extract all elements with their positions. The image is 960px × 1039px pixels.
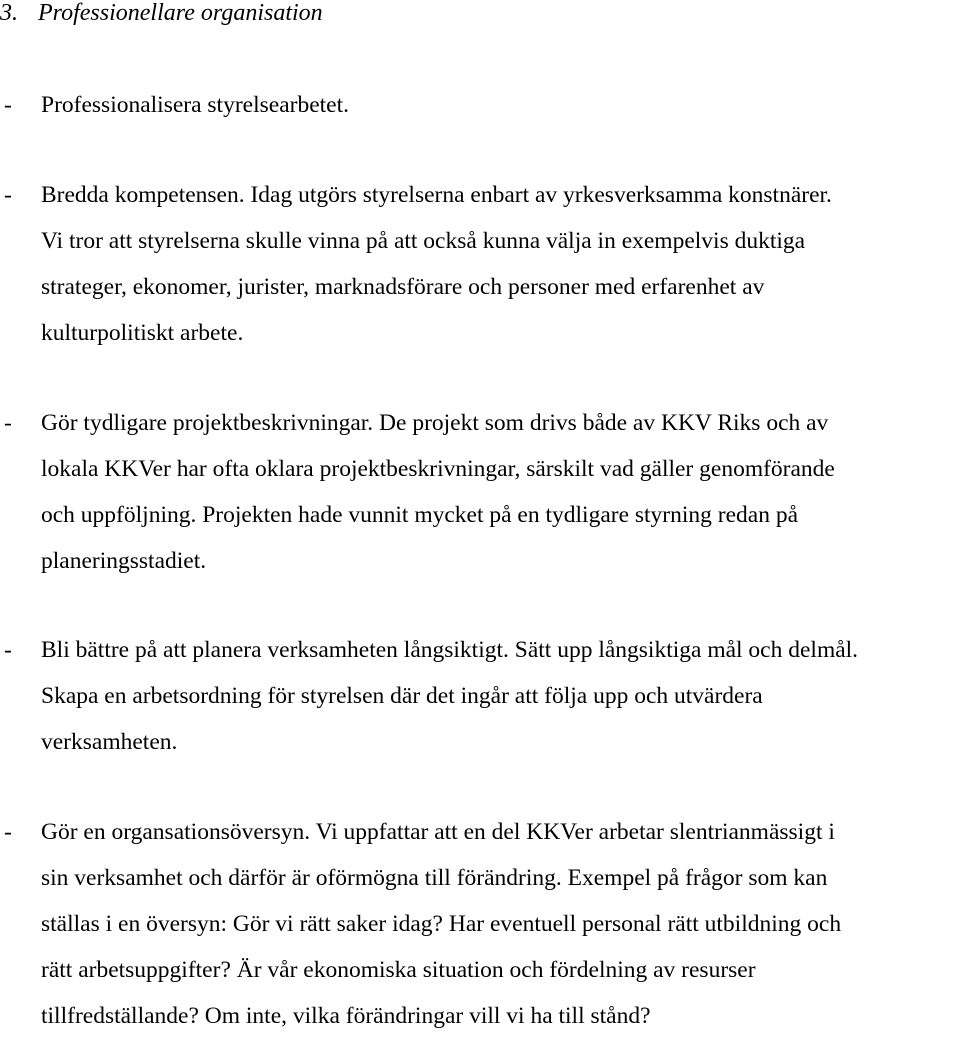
list-item-text [41, 82, 950, 128]
list-item [0, 172, 950, 356]
list-item [0, 627, 950, 765]
list-dash: - [4, 819, 12, 845]
list-dash: - [4, 410, 12, 436]
section-title: Professionellare organisation [38, 0, 323, 26]
section-heading [0, 0, 323, 26]
text-line: rätt arbetsuppgifter? Är vår ekonomiska situation och fördelning av resurser [41, 957, 756, 983]
text-line: Gör tydligare projektbeskrivningar. De projekt som drivs både av KKV Riks och av [41, 410, 829, 436]
list-item [0, 400, 950, 584]
list-item-text [41, 809, 950, 1039]
text-line: Vi tror att styrelserna skulle vinna på att också kunna välja in exempelvis duktiga [41, 228, 806, 254]
text-line: Skapa en arbetsordning för styrelsen där det ingår att följa upp och utvärdera [41, 683, 763, 709]
text-line: Gör en organsationsöversyn. Vi uppfattar att en del KKVer arbetar slentrianmässigt i [41, 819, 835, 845]
list-item-text [41, 400, 950, 584]
section-number: 3. [0, 0, 18, 26]
text-line: lokala KKVer har ofta oklara projektbeskrivningar, särskilt vad gäller genomförande [41, 456, 835, 482]
text-line: ställas i en översyn: Gör vi rätt saker idag? Har eventuell personal rätt utbildning och [41, 911, 842, 937]
list-item [0, 82, 950, 128]
text-line: verksamheten. [41, 729, 178, 755]
text-line: och uppföljning. Projekten hade vunnit mycket på en tydligare styrning redan på [41, 502, 799, 528]
list-item-text [41, 172, 950, 356]
list-dash: - [4, 92, 12, 118]
list-item-text [41, 627, 950, 765]
text-line: Professionalisera styrelsearbetet. [41, 92, 350, 118]
list-dash: - [4, 637, 12, 663]
text-line: planeringsstadiet. [41, 548, 207, 574]
text-line: Bredda kompetensen. Idag utgörs styrelserna enbart av yrkesverksamma konstnärer. [41, 182, 832, 208]
text-line: strateger, ekonomer, jurister, marknadsförare och personer med erfarenhet av [41, 274, 765, 300]
list-dash: - [4, 182, 12, 208]
list-item [0, 809, 950, 1039]
text-line: Bli bättre på att planera verksamheten långsiktigt. Sätt upp långsiktiga mål och delmål. [41, 637, 859, 663]
text-line: kulturpolitiskt arbete. [41, 320, 244, 346]
text-line: sin verksamhet och därför är oförmögna till förändring. Exempel på frågor som kan [41, 865, 828, 891]
text-line: tillfredställande? Om inte, vilka förändringar vill vi ha till stånd? [41, 1003, 651, 1029]
